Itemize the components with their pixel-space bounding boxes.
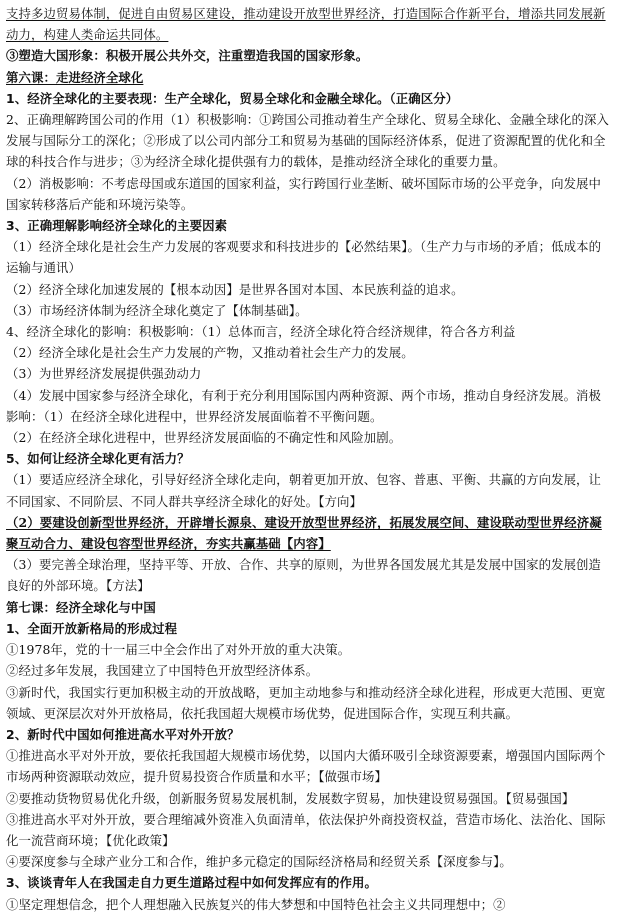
text-line-24: ③新时代，我国实行更加积极主动的开放战略，更加主动地参与和推动经济全球化进程，形成更大范围、更宽领域、更深层次对外开放格局，依托我国超大规模市场优势，促进国际合作，实现互利共赢。 [6,684,606,721]
text-line-8: （1）经济全球化是社会生产力发展的客观要求和科技进步的【必然结果】。（生产力与市场的矛盾；低成本的运输与通讯） [6,239,602,276]
text-line-14: （4）发展中国家参与经济全球化，有利于充分利用国际国内两种资源、两个市场，推动自身经济发展。消极影响：（1）在经济全球化进程中，世界经济发展面临着不平衡问题。 [6,387,602,424]
text-line-23: ②经过多年发展，我国建立了中国特色开放型经济体系。 [6,663,319,679]
text-line-12: （2）经济全球化是社会生产力发展的产物，又推动着社会生产力的发展。 [6,345,414,361]
lesson-6-title: 第六课：走进经济全球化 [6,69,144,85]
text-line-13: （3）为世界经济发展提供强劲动力 [6,366,202,382]
text-line-2: ③塑造大国形象：积极开展公共外交，注重塑造我国的国家形象。 [6,48,369,64]
text-line-17: （1）要适应经济全球化，引导好经济全球化走向，朝着更加开放、包容、普惠、平衡、共赢的方向发展，让不同国家、不同阶层、不同人群共享经济全球化的好处。【方向】 [6,472,602,509]
text-line-1: 支持多边贸易体制，促进自由贸易区建设，推动建设开放型世界经济，打造国际合作新平台，增添共同发展新动力，构建人类命运共同体。 [6,6,606,43]
section-heading-3: 3、正确理解影响经济全球化的主要因素 [6,218,228,234]
section-heading-7-2: 2、新时代中国如何推进高水平对外开放？ [6,726,240,742]
text-line-29: ④要深度参与全球产业分工和合作，维护多元稳定的国际经济格局和经贸关系【深度参与】。 [6,854,512,870]
text-line-6: （2）消极影响：不考虑母国或东道国的国家利益，实行跨国行业垄断、破坏国际市场的公平竞争，向发展中国家转移落后产能和环境污染等。 [6,175,602,212]
text-line-28: ③推进高水平对外开放，要合理缩减外资准入负面清单，依法保护外商投资权益，营造市场化、法治化、国际化一流营商环境；【优化政策】 [6,811,606,848]
text-line-15: （2）在经济全球化进程中，世界经济发展面临的不确定性和风险加剧。 [6,430,402,446]
text-line-18: （2）要建设创新型世界经济，开辟增长源泉、建设开放型世界经济，拓展发展空间、建设联动型世界经济凝聚互动合力、建设包容型世界经济，夯实共赢基础【内容】 [6,514,602,552]
section-heading-1: 1、经济全球化的主要表现：生产全球化，贸易全球化和金融全球化。（正确区分） [6,90,459,106]
text-line-26: ①推进高水平对外开放，要依托我国超大规模市场优势，以国内大循环吸引全球资源要素，增强国内国际两个市场两种资源联动效应，提升贸易投资合作质量和水平；【做强市场】 [6,748,606,785]
text-line-31: ①坚定理想信念，把个人理想融入民族复兴的伟大梦想和中国特色社会主义共同理想中；② [6,896,506,912]
text-line-10: （3）市场经济体制为经济全球化奠定了【体制基础】。 [6,302,308,318]
text-line-9: （2）经济全球化加速发展的【根本动因】是世界各国对本国、本民族利益的追求。 [6,281,464,297]
text-line-22: ①1978年，党的十一届三中全会作出了对外开放的重大决策。 [6,642,351,658]
text-line-5: 2、正确理解跨国公司的作用（1）积极影响：①跨国公司推动着生产全球化、贸易全球化、金融全球化的深入发展与国际分工的深化；②形成了以公司内部分工和贸易为基础的国际经济体系，促进了资源配置的优化和全球的科技合作与进步；③为经济全球化提供强有力的载体，是推动经济全球化的重要力量。 [6,112,610,170]
section-heading-7-3: 3、谈谈青年人在我国走自力更生道路过程中如何发挥应有的作用。 [6,875,377,891]
section-heading-7-1: 1、全面开放新格局的形成过程 [6,620,178,636]
lesson-7-title: 第七课：经济全球化与中国 [6,599,156,615]
section-heading-5: 5、如何让经济全球化更有活力？ [6,451,190,467]
text-line-19: （3）要完善全球治理，坚持平等、开放、合作、共享的原则，为世界各国发展尤其是发展中国家的发展创造良好的外部环境。【方法】 [6,557,602,594]
section-heading-4: 4、经济全球化的影响：积极影响：（1）总体而言，经济全球化符合经济规律，符合各方利益 [6,324,516,340]
text-line-27: ②要推动货物贸易优化升级，创新服务贸易发展机制，发展数字贸易，加快建设贸易强国。【贸易强国】 [6,790,575,806]
